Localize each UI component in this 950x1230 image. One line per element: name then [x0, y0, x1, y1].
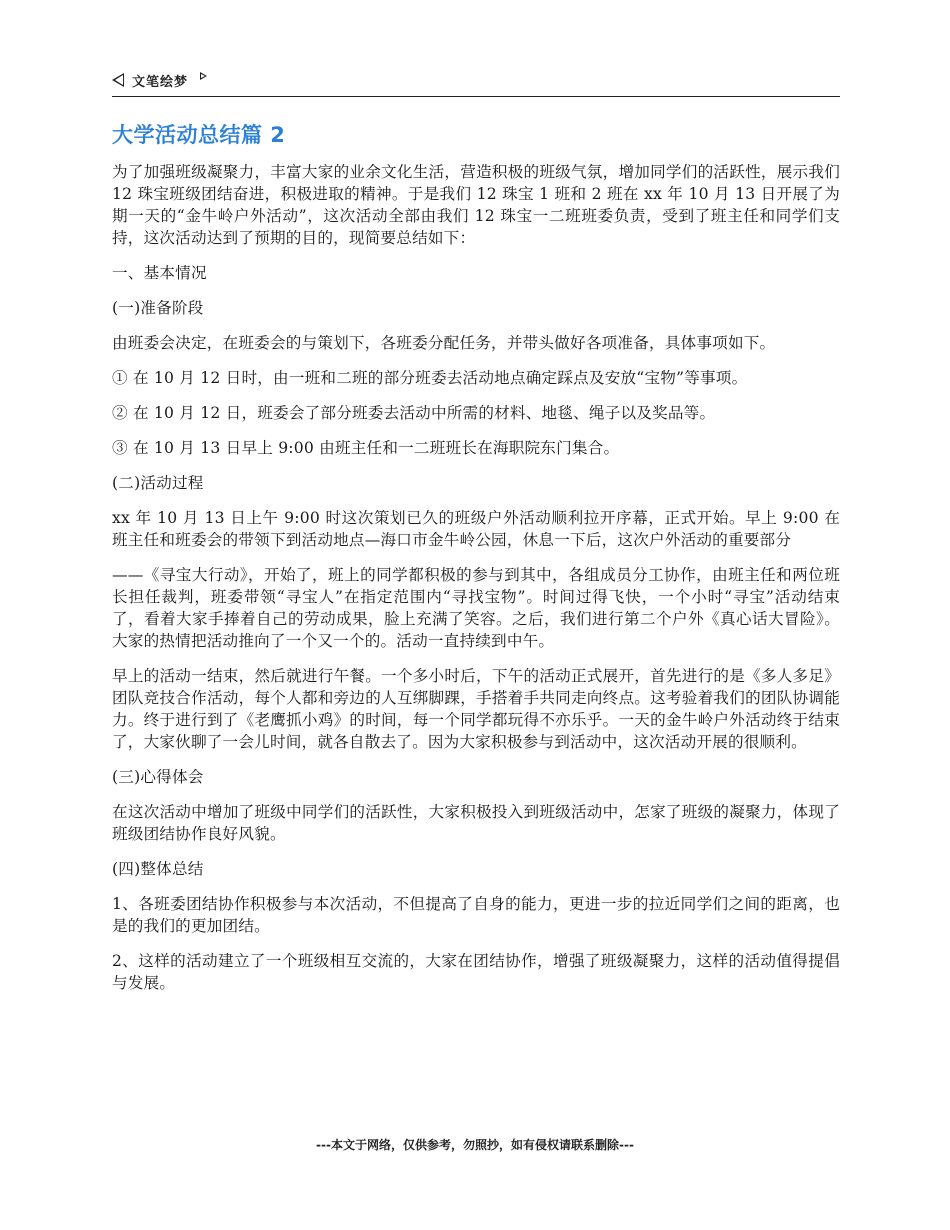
document-body: [112, 161, 840, 994]
subsection-heading-process: (二)活动过程: [112, 474, 204, 492]
document-title: 大学活动总结篇 2: [112, 123, 286, 147]
list-item-1: ① 在 10 月 12 日时，由一班和二班的部分班委去活动地点确定踩点及安放“宝物”等事项。: [112, 369, 748, 387]
paragraph-preparation: 由班委会决定，在班委会的与策划下，各班委分配任务，并带头做好各项准备，具体事项如下。: [112, 334, 776, 352]
subsection-heading-preparation: (一)准备阶段: [112, 299, 204, 317]
summary-item-1: 1、各班委团结协作积极参与本次活动，不但提高了自身的能力，更进一步的拉近同学们之间的距离，也是的我们的更加团结。: [112, 895, 840, 935]
summary-item-2: 2、这样的活动建立了一个班级相互交流的，大家在团结协作，增强了班级凝聚力，这样的活动值得提倡与发展。: [112, 952, 840, 992]
list-item-2: ② 在 10 月 12 日，班委会了部分班委去活动中所需的材料、地毯、绳子以及奖品等。: [112, 404, 716, 422]
subsection-heading-summary: (四)整体总结: [112, 860, 204, 878]
section-heading-basic: 一、基本情况: [112, 264, 207, 282]
paragraph-insights: 在这次活动中增加了班级中同学们的活跃性，大家积极投入到班级活动中，怎家了班级的凝聚力，体现了班级团结协作良好风貌。: [112, 803, 840, 843]
list-item-3: ③ 在 10 月 13 日早上 9:00 由班主任和一二班班长在海职院东门集合。: [112, 439, 620, 457]
paragraph-intro: 为了加强班级凝聚力，丰富大家的业余文化生活，营造积极的班级气氛，增加同学们的活跃性，展示我们 12 珠宝班级团结奋进，积极进取的精神。于是我们 12 珠宝 1 班和 2 班在 xx 年 10 月 13 日开展了为期一天的“金牛岭户外活动”，这次活动全部由我们 12 珠宝一二班班委负责，受到了班主任和同学们支持，这次活动达到了预期的目的，现简要总结如下：: [112, 163, 840, 247]
page-header: [112, 66, 840, 97]
triangle-right-icon: [200, 72, 207, 80]
paragraph-process-start: xx 年 10 月 13 日上午 9:00 时这次策划已久的班级户外活动顺利拉开序幕，正式开始。早上 9:00 在班主任和班委会的带领下到活动地点—海口市金牛岭公园，休息一下后，这次户外活动的重要部分: [112, 509, 840, 549]
document-page: [112, 66, 840, 1007]
brand-name: 文笔绘梦: [132, 74, 189, 90]
page-footer: ---本文于网络，仅供参考，勿照抄，如有侵权请联系删除---: [316, 1138, 634, 1152]
paragraph-afternoon: 早上的活动一结束，然后就进行午餐。一个多小时后，下午的活动正式展开，首先进行的是《多人多足》团队竞技合作活动，每个人都和旁边的人互绑脚踝，手搭着手共同走向终点。这考验着我们的团队协调能力。终于进行到了《老鹰抓小鸡》的时间，每一个同学都玩得不亦乐乎。一天的金牛岭户外活动终于结束了，大家伙聊了一会儿时间，就各自散去了。因为大家积极参与到活动中，这次活动开展的很顺利。: [112, 667, 840, 751]
subsection-heading-insights: (三)心得体会: [112, 768, 204, 786]
paragraph-treasure-hunt: ——《寻宝大行动》，开始了，班上的同学都积极的参与到其中，各组成员分工协作，由班主任和两位班长担任裁判，班委带领“寻宝人”在指定范围内“寻找宝物”。时间过得飞快，一个小时“寻宝”活动结束了，看着大家手捧着自己的劳动成果，脸上充满了笑容。之后，我们进行第二个户外《真心话大冒险》。大家的热情把活动推向了一个又一个的。活动一直持续到中午。: [112, 566, 840, 650]
triangle-left-icon: [112, 73, 124, 87]
